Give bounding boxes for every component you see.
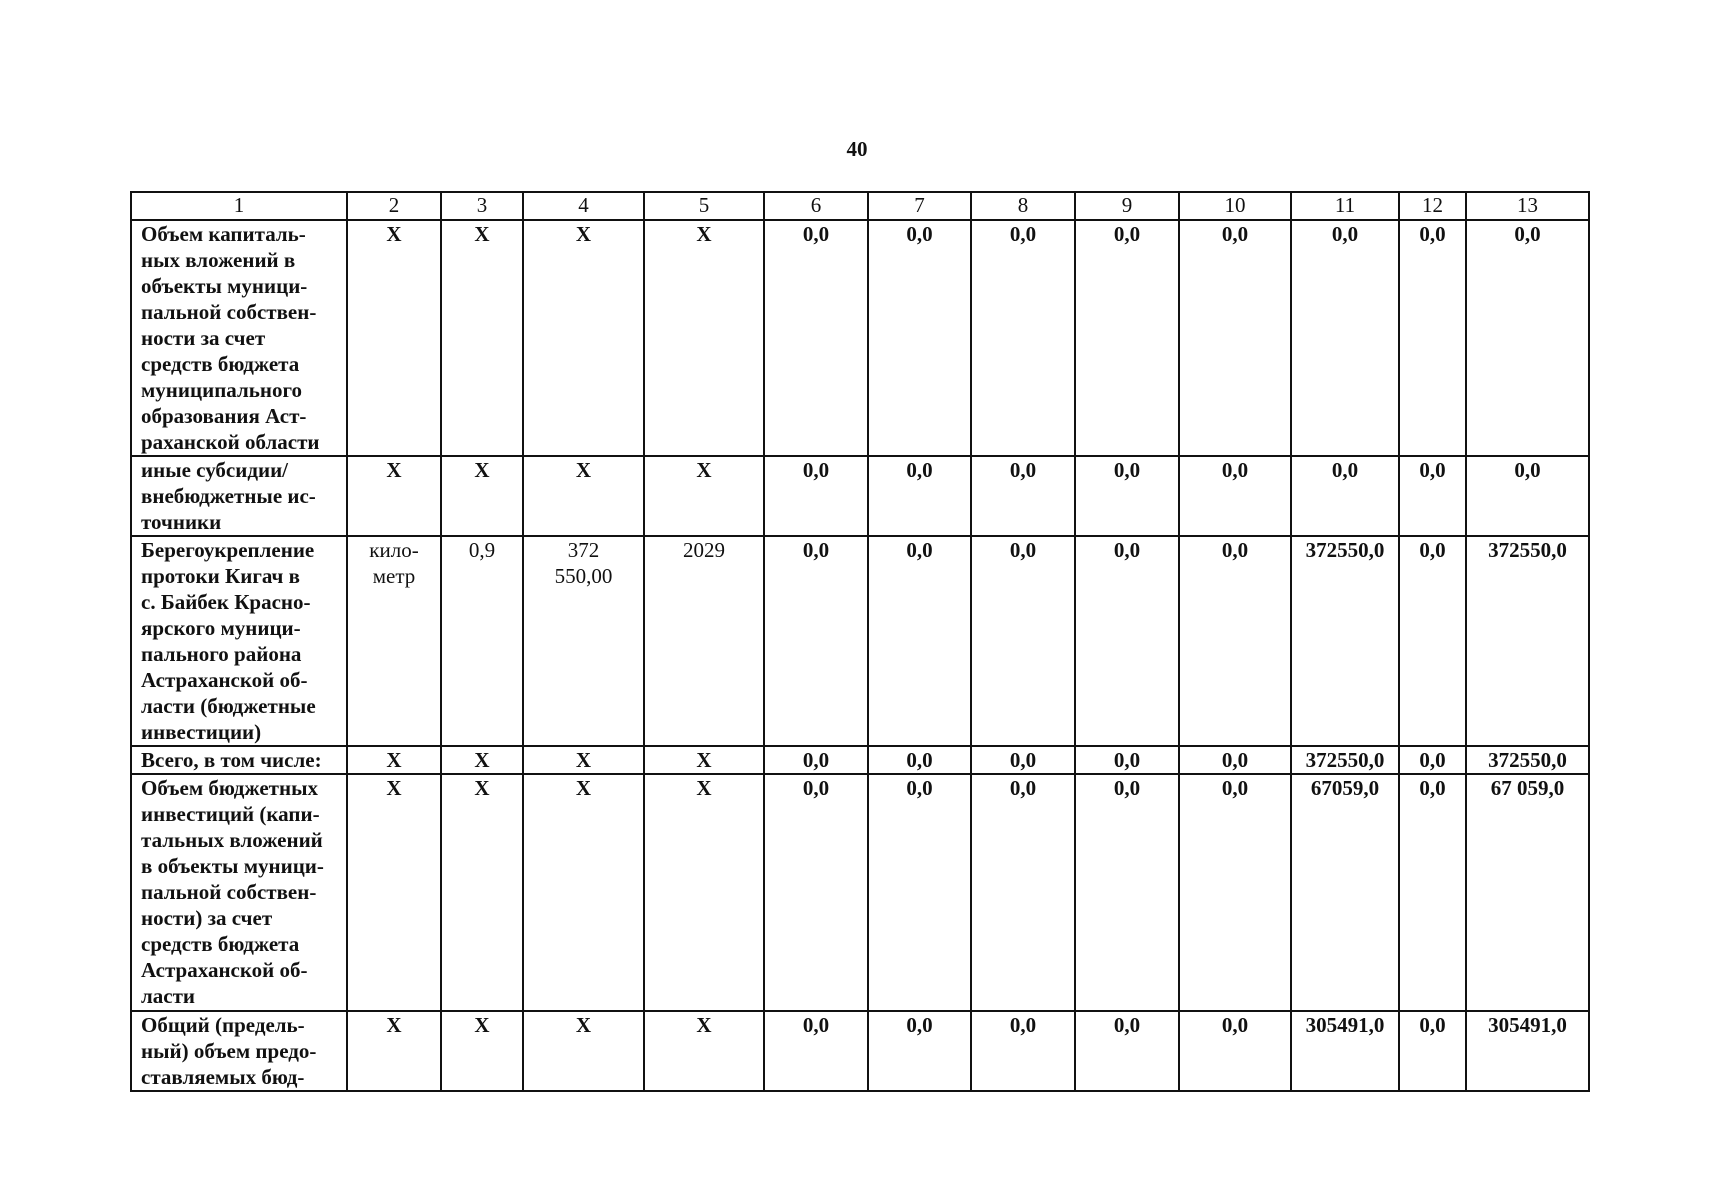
column-header: 8 bbox=[971, 192, 1075, 220]
table-cell: 0,0 bbox=[971, 456, 1075, 536]
table-row bbox=[131, 220, 1589, 456]
column-header: 3 bbox=[441, 192, 523, 220]
table-cell: 0,0 bbox=[1075, 746, 1179, 774]
table-cell: X bbox=[523, 456, 644, 536]
budget-table bbox=[130, 191, 1590, 1092]
table-cell: X bbox=[347, 746, 441, 774]
table-cell: 67 059,0 bbox=[1466, 774, 1589, 1011]
table-cell: 0,0 bbox=[1179, 456, 1291, 536]
row-label: Объем капиталь- ных вложений в объекты муници- пальной собствен- ности за счет средств бюджета муниципального образования Аст- раханской области bbox=[131, 220, 347, 456]
table-cell: 372550,0 bbox=[1291, 746, 1399, 774]
table-cell: X bbox=[347, 456, 441, 536]
table-cell: 0,0 bbox=[764, 536, 868, 746]
table-cell: 0,0 bbox=[1291, 456, 1399, 536]
table-cell: X bbox=[523, 774, 644, 1011]
table-row bbox=[131, 536, 1589, 746]
table-cell: 0,0 bbox=[764, 220, 868, 456]
table-cell: 0,0 bbox=[1179, 746, 1291, 774]
table-cell: X bbox=[441, 746, 523, 774]
table-cell: 0,0 bbox=[971, 774, 1075, 1011]
page-number: 40 bbox=[846, 137, 868, 161]
table-cell: X bbox=[441, 1011, 523, 1091]
table-cell: X bbox=[644, 1011, 764, 1091]
table-cell: X bbox=[441, 774, 523, 1011]
table-cell: 305491,0 bbox=[1466, 1011, 1589, 1091]
column-header: 10 bbox=[1179, 192, 1291, 220]
table-cell: 0,0 bbox=[1075, 220, 1179, 456]
column-header: 12 bbox=[1399, 192, 1466, 220]
table-cell: 0,9 bbox=[441, 536, 523, 746]
table-cell: 0,0 bbox=[1399, 220, 1466, 456]
table-cell: 0,0 bbox=[1399, 774, 1466, 1011]
table-cell: 372550,0 bbox=[1466, 746, 1589, 774]
column-header: 5 bbox=[644, 192, 764, 220]
table-cell: 0,0 bbox=[1399, 1011, 1466, 1091]
table-cell: X bbox=[523, 746, 644, 774]
table-row bbox=[131, 1011, 1589, 1091]
column-header: 7 bbox=[868, 192, 971, 220]
table-cell: 0,0 bbox=[1466, 220, 1589, 456]
table-cell: 305491,0 bbox=[1291, 1011, 1399, 1091]
unit-cell: кило- метр bbox=[347, 536, 441, 746]
table-cell: 0,0 bbox=[868, 220, 971, 456]
table-cell: X bbox=[523, 1011, 644, 1091]
column-header: 4 bbox=[523, 192, 644, 220]
row-label: Берегоукрепление протоки Кигач в с. Байбек Красно- ярского муници- пального района Астраханской об- ласти (бюджетные инвестиции) bbox=[131, 536, 347, 746]
table-cell: 67059,0 bbox=[1291, 774, 1399, 1011]
table-cell: X bbox=[347, 1011, 441, 1091]
table-cell: 0,0 bbox=[868, 536, 971, 746]
column-header: 2 bbox=[347, 192, 441, 220]
table-cell: 0,0 bbox=[764, 746, 868, 774]
table-cell: 372 550,00 bbox=[523, 536, 644, 746]
row-label: Общий (предель- ный) объем предо- ставляемых бюд- bbox=[131, 1011, 347, 1091]
column-number-row bbox=[131, 192, 1589, 220]
table-cell: 0,0 bbox=[868, 774, 971, 1011]
table-cell: 0,0 bbox=[1179, 1011, 1291, 1091]
column-header: 1 bbox=[131, 192, 347, 220]
table-cell: 0,0 bbox=[1075, 774, 1179, 1011]
table-cell: 0,0 bbox=[1399, 536, 1466, 746]
table-cell: X bbox=[644, 774, 764, 1011]
row-label: иные субсидии/ внебюджетные ис- точники bbox=[131, 456, 347, 536]
table-row bbox=[131, 774, 1589, 1011]
table-cell: 0,0 bbox=[868, 456, 971, 536]
table-cell: 0,0 bbox=[1399, 456, 1466, 536]
table-row bbox=[131, 746, 1589, 774]
table-cell: X bbox=[441, 456, 523, 536]
table-cell: 0,0 bbox=[1075, 536, 1179, 746]
table-cell: 0,0 bbox=[764, 774, 868, 1011]
column-header: 11 bbox=[1291, 192, 1399, 220]
table-cell: 0,0 bbox=[971, 746, 1075, 774]
table-cell: 0,0 bbox=[1179, 220, 1291, 456]
table-cell: X bbox=[644, 456, 764, 536]
table-cell: X bbox=[441, 220, 523, 456]
column-header: 9 bbox=[1075, 192, 1179, 220]
table-row bbox=[131, 456, 1589, 536]
table-cell: 0,0 bbox=[971, 1011, 1075, 1091]
table-cell: X bbox=[644, 220, 764, 456]
table-cell: 2029 bbox=[644, 536, 764, 746]
table-cell: 0,0 bbox=[971, 220, 1075, 456]
table-cell: 0,0 bbox=[971, 536, 1075, 746]
table-cell: 0,0 bbox=[1075, 1011, 1179, 1091]
table-cell: 0,0 bbox=[1075, 456, 1179, 536]
table-cell: X bbox=[523, 220, 644, 456]
table-cell: X bbox=[644, 746, 764, 774]
column-header: 6 bbox=[764, 192, 868, 220]
table-cell: 0,0 bbox=[868, 1011, 971, 1091]
table-cell: 0,0 bbox=[1179, 774, 1291, 1011]
table-cell: 372550,0 bbox=[1291, 536, 1399, 746]
table-cell: 0,0 bbox=[764, 456, 868, 536]
table-cell: 0,0 bbox=[1466, 456, 1589, 536]
table-cell: 372550,0 bbox=[1466, 536, 1589, 746]
table-cell: X bbox=[347, 774, 441, 1011]
column-header: 13 bbox=[1466, 192, 1589, 220]
table-cell: 0,0 bbox=[1179, 536, 1291, 746]
table-cell: 0,0 bbox=[1399, 746, 1466, 774]
table-cell: X bbox=[347, 220, 441, 456]
table-cell: 0,0 bbox=[1291, 220, 1399, 456]
table-cell: 0,0 bbox=[868, 746, 971, 774]
row-label: Всего, в том числе: bbox=[131, 746, 347, 774]
table-cell: 0,0 bbox=[764, 1011, 868, 1091]
row-label: Объем бюджетных инвестиций (капи- тальных вложений в объекты муници- пальной собствен- ности) за счет средств бюджета Астраханской об- ласти bbox=[131, 774, 347, 1011]
